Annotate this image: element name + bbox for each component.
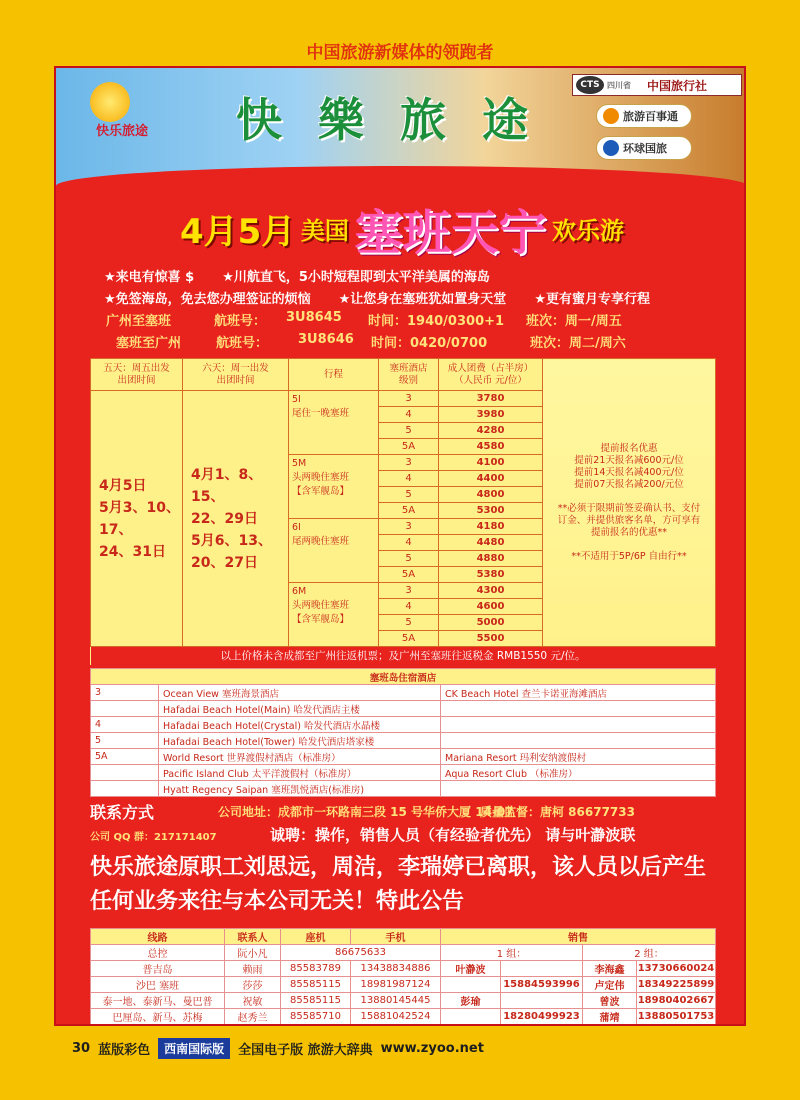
hotel-name-right: Aqua Resort Club （标准房） xyxy=(441,765,716,781)
hotel-row xyxy=(91,781,716,797)
itinerary-cell: 6M 头两晚住塞班 【含军舰岛】 xyxy=(289,583,379,647)
dates-5day: 4月5日 5月3、10、17、 24、31日 xyxy=(91,391,183,647)
promo-cell xyxy=(543,359,716,647)
hotel-level xyxy=(91,701,159,717)
hotel-name-left: Hafadai Beach Hotel(Tower) 哈发代酒店塔家楼 xyxy=(159,733,441,749)
sun-icon xyxy=(90,82,130,122)
sales-group-1: 1 组： xyxy=(441,945,583,961)
hotel-row xyxy=(91,717,716,733)
contact-cell xyxy=(501,961,583,977)
contact-cell: 15881042524 xyxy=(351,1009,441,1025)
contact-cell: 叶瀞波 xyxy=(441,961,501,977)
price-cell: 4800 xyxy=(439,487,543,503)
contact-top-row xyxy=(91,945,716,961)
brand-emblem-icon: CTS xyxy=(576,76,604,94)
price-cell: 4100 xyxy=(439,455,543,471)
hotel-level-cell: 4 xyxy=(379,407,439,423)
price-header-cell: 五天：周五出发 出团时间 xyxy=(91,359,183,391)
contact-cell: 蒲靖 xyxy=(583,1009,637,1025)
price-cell: 4300 xyxy=(439,583,543,599)
price-note-row xyxy=(91,647,716,665)
itinerary-cell: 5I 尾住一晚塞班 xyxy=(289,391,379,455)
footer-label: 蓝版彩色 xyxy=(98,1043,151,1058)
hotel-level xyxy=(91,781,159,797)
hotel-name-right xyxy=(441,733,716,749)
company-address: 公司地址：成都市一环路南三段 15 号华侨大厦 14-07 xyxy=(218,805,514,819)
price-cell: 5500 xyxy=(439,631,543,647)
quality-supervisor: 质量监督：唐柯 86677733 xyxy=(480,805,635,819)
footer-website-link[interactable]: www.zyoo.net xyxy=(380,1041,484,1056)
promo-line: 提前21天报名减600元/位 xyxy=(574,454,684,466)
features-line-1: ★来电有惊喜 $ ★川航直飞，5小时短程即到太平洋美属的海岛 xyxy=(104,270,490,285)
promo-line: **必须于限期前签妥确认书、支付 xyxy=(557,502,701,514)
price-cell: 5300 xyxy=(439,503,543,519)
headline xyxy=(56,194,746,263)
price-table xyxy=(90,358,716,665)
partner-2-icon xyxy=(603,140,619,156)
hotel-name-left: Pacific Island Club 太平洋渡假村（标准房） xyxy=(159,765,441,781)
contact-cell: 赵秀兰 xyxy=(225,1009,281,1025)
contact-cell: 彭瑜 xyxy=(441,993,501,1009)
logo-text: 快乐旅途 xyxy=(96,124,149,139)
company-qq: 公司 QQ 群：217171407 xyxy=(90,832,217,843)
contact-title: 联系方式 xyxy=(90,803,155,822)
contact-cell: 18349225899 xyxy=(637,977,716,993)
itinerary-cell: 6I 尾两晚住塞班 xyxy=(289,519,379,583)
hotel-name-right xyxy=(441,701,716,717)
logo xyxy=(90,82,160,138)
price-cell: 4280 xyxy=(439,423,543,439)
contact-cell: 13438834886 xyxy=(351,961,441,977)
footer-dict: 全国电子版 旅游大辞典 xyxy=(238,1043,373,1058)
contact-cell: 普吉岛 xyxy=(91,961,225,977)
contact-row xyxy=(91,961,716,977)
hotel-level-cell: 5 xyxy=(379,487,439,503)
tagline: 中国旅游新媒体的领跑者 xyxy=(306,43,494,63)
hotel-level-cell: 3 xyxy=(379,583,439,599)
contact-cell: 沙巴 塞班 xyxy=(91,977,225,993)
contact-cell: 李海鑫 xyxy=(583,961,637,977)
price-header-cell: 塞班酒店 级别 xyxy=(379,359,439,391)
hotel-level: 4 xyxy=(91,717,159,733)
partner-pill-2: 环球国旅 xyxy=(596,136,692,160)
price-cell: 4180 xyxy=(439,519,543,535)
hotel-level-cell: 4 xyxy=(379,599,439,615)
headline-date: 4月5月 xyxy=(179,212,296,252)
contact-cell: 曾波 xyxy=(583,993,637,1009)
price-cell: 4600 xyxy=(439,599,543,615)
banner-title: 快樂旅途 xyxy=(236,93,564,147)
hotel-name-left: Hafadai Beach Hotel(Main) 哈发代酒店主楼 xyxy=(159,701,441,717)
contact-table xyxy=(90,928,716,1025)
price-cell: 3780 xyxy=(439,391,543,407)
price-cell: 4480 xyxy=(439,535,543,551)
price-header-cell: 六天：周一出发 出团时间 xyxy=(183,359,289,391)
price-cell: 4580 xyxy=(439,439,543,455)
hotel-title-row xyxy=(91,669,716,685)
hotel-level xyxy=(91,765,159,781)
hiring-notice: 诚聘：操作，销售人员（有经验者优先） 请与叶瀞波联 xyxy=(270,826,636,844)
hotel-name-left: Hyatt Regency Saipan 塞班凯悦酒店(标准房) xyxy=(159,781,441,797)
hotel-level-cell: 5A xyxy=(379,567,439,583)
itinerary-cell: 5M 头两晚住塞班 【含军舰岛】 xyxy=(289,455,379,519)
price-header-cell: 行程 xyxy=(289,359,379,391)
hotel-row xyxy=(91,749,716,765)
dates-6day: 4月1、8、15、 22、29日 5月6、13、 20、27日 xyxy=(183,391,289,647)
contact-header-row xyxy=(91,929,716,945)
contact-row xyxy=(91,1009,716,1025)
brand-badge xyxy=(572,74,742,96)
headline-post: 欢乐游 xyxy=(552,217,625,245)
features-line-2: ★免签海岛，免去您办理签证的烦恼 ★让您身在塞班犹如置身天堂 ★更有蜜月专享行程 xyxy=(104,292,650,307)
hotel-level-cell: 3 xyxy=(379,455,439,471)
contact-cell: 85585115 xyxy=(281,993,351,1009)
contact-cell: 15884593996 xyxy=(501,977,583,993)
hotel-name-left: World Resort 世界渡假村酒店（标准房） xyxy=(159,749,441,765)
banner xyxy=(56,68,746,188)
contact-cell: 85585115 xyxy=(281,977,351,993)
hotel-level: 5 xyxy=(91,733,159,749)
partner-pill-1: 旅游百事通 xyxy=(596,104,692,128)
ad-card: 快乐旅途 快樂旅途 CTS 四川省 中国旅行社 旅游百事通 环球国旅 4月5月 美国 塞班天宁 欢乐游 ★来电有惊喜 $ ★川航直飞，5小时短程即到太平洋美属的海岛 ★免签海岛，免去您办理签证的烦恼 ★让您身在塞班犹如置身天堂 ★更有蜜月专享行程 广州至塞班 航班号： 3U8645 时间：1940/0300+1 班次：周一/周五 塞班至广州 航班号： 3U8646 时间：0420/0700 班次：周二/周六 五天：周五出发 出团时间 六天：周一出发 出团时间 行程 塞班酒店 级别 成人团费（占半房） （人民币 元/位） 提前报名优惠 提前21天报名减600元/位 提前14天报名减400元/位 提前07天报名减200/元位 **必须于限期前签妥确认书、支付 订金、并提供旅客名单，方可享有 提前报名的优惠** **不适用于5P/6P 自由行** 4月5日 5月3、10、17、 24、31日 4月1、8、15、 22、29日 5月6、13、 20、27日 5I 尾住一晚塞班 3 3780 4 3980 5 4280 5A 4580 5M 头两晚住塞班 【含军舰岛】 3 4100 4 4400 5 4800 5A 5300 6I 尾两晚住塞班 3 4180 4 4480 5 4880 5A 5380 6M 头两晚住塞班 【含军舰岛】 3 4300 4 4600 5 5000 5A 5500 以上价格未含成都至广州往返机票；及广州至塞班往返税金 RMB1550 元/位。 塞班岛住宿酒店 3 Ocean View 塞班海景酒店 CK Beach Hotel 查兰卡诺亚海滩酒店 Hafadai Beach Hotel(Main) 哈发代酒店主楼 4 Hafadai Beach Hotel(Crystal) 哈发代酒店水晶楼 5 Hafadai Beach Hotel(Tower) 哈发代酒店塔家楼 5A World Resort 世界渡假村酒店（标准房） Mariana Resort 玛利安纳渡假村 Pacific Island Club 太平洋渡假村（标准房） Aqua Resort Club （标准房） Hyatt Regency Saipan 塞班凯悦酒店(标准房) 联系方式 公司地址：成都市一环路南三段 15 号华侨大厦 14-07 质量监督：唐柯 86677733 公司 QQ 群：217171407 诚聘：操作，销售人员（有经验者优先） 请与叶瀞波联 快乐旅途原职工刘思远，周洁，李瑞婷已离职，该人员以后产生任何业务来往与本公司无关！特此公告 线路 联系人 座机 手机 销售 总控 阮小凡 86675633 1 组： 2 组： 普吉岛 赖雨 85583789 13438834886 叶瀞波 李海鑫 13730660024 沙巴 塞班 莎莎 85585115 18981987124 15884593996 卢定伟 18349225899 泰一地、泰新马、曼巴普 祝敏 85585115 13880145445 彭瑜 曾波 18980402667 巴厘岛、新马、苏梅 赵秀兰 85585710 15881042524 18280499923 蒲靖 13880501753 xyxy=(54,66,746,1026)
hotel-level-cell: 3 xyxy=(379,519,439,535)
hotel-level-cell: 5 xyxy=(379,615,439,631)
contact-cell xyxy=(501,993,583,1009)
promo-line: 提前07天报名减200/元位 xyxy=(574,478,684,490)
hotel-table xyxy=(90,668,716,797)
hotel-row xyxy=(91,685,716,701)
hotel-level-cell: 4 xyxy=(379,535,439,551)
page-number: 30 xyxy=(72,1041,91,1056)
contact-header-cell: 线路 xyxy=(91,929,225,945)
partner-1-icon xyxy=(603,108,619,124)
brand-province: 四川省 xyxy=(607,80,631,90)
hotel-level: 3 xyxy=(91,685,159,701)
hotel-name-right: CK Beach Hotel 查兰卡诺亚海滩酒店 xyxy=(441,685,716,701)
contact-header-cell: 座机 xyxy=(281,929,351,945)
hotel-name-right xyxy=(441,781,716,797)
promo-line: 提前报名优惠 xyxy=(600,442,658,454)
contact-cell: 85585710 xyxy=(281,1009,351,1025)
hotel-level-cell: 5 xyxy=(379,423,439,439)
hotel-row xyxy=(91,701,716,717)
hotel-name-left: Ocean View 塞班海景酒店 xyxy=(159,685,441,701)
contact-header-cell: 销售 xyxy=(441,929,716,945)
hotel-level: 5A xyxy=(91,749,159,765)
contact-person: 阮小凡 xyxy=(225,945,281,961)
contact-route: 总控 xyxy=(91,945,225,961)
contact-header-cell: 联系人 xyxy=(225,929,281,945)
hotel-table-title: 塞班岛住宿酒店 xyxy=(91,669,716,685)
price-cell: 4400 xyxy=(439,471,543,487)
contact-cell: 祝敏 xyxy=(225,993,281,1009)
contact-row xyxy=(91,993,716,1009)
hotel-name-right: Mariana Resort 玛利安纳渡假村 xyxy=(441,749,716,765)
price-cell: 5380 xyxy=(439,567,543,583)
hotel-level-cell: 5A xyxy=(379,503,439,519)
promo-line: 提前14天报名减400元/位 xyxy=(574,466,684,478)
hotel-name-left: Hafadai Beach Hotel(Crystal) 哈发代酒店水晶楼 xyxy=(159,717,441,733)
hotel-level-cell: 5 xyxy=(379,551,439,567)
price-cell: 5000 xyxy=(439,615,543,631)
contact-cell: 13880145445 xyxy=(351,993,441,1009)
edition-tag: 西南国际版 xyxy=(158,1038,230,1059)
price-header-row xyxy=(91,359,716,391)
sales-group-2: 2 组： xyxy=(583,945,716,961)
contact-cell: 85583789 xyxy=(281,961,351,977)
headline-destination: 塞班天宁 xyxy=(354,205,547,261)
brand-name: 中国旅行社 xyxy=(647,78,708,93)
contact-cell: 13730660024 xyxy=(637,961,716,977)
contact-cell: 18980402667 xyxy=(637,993,716,1009)
price-header-cell: 成人团费（占半房） （人民币 元/位） xyxy=(439,359,543,391)
contact-cell: 巴厘岛、新马、苏梅 xyxy=(91,1009,225,1025)
contact-phone: 86675633 xyxy=(281,945,441,961)
headline-pre: 美国 xyxy=(300,217,349,245)
promo-line: 提前报名的优惠** xyxy=(590,526,667,538)
contact-cell: 卢定伟 xyxy=(583,977,637,993)
contact-cell: 赖雨 xyxy=(225,961,281,977)
contact-row xyxy=(91,977,716,993)
contact-header-cell: 手机 xyxy=(351,929,441,945)
price-note: 以上价格未含成都至广州往返机票；及广州至塞班往返税金 RMB1550 元/位。 xyxy=(91,647,716,665)
hotel-level-cell: 3 xyxy=(379,391,439,407)
hotel-row xyxy=(91,765,716,781)
contact-cell: 18280499923 xyxy=(501,1009,583,1025)
promo-line: **不适用于5P/6P 自由行** xyxy=(571,550,687,562)
price-cell: 4880 xyxy=(439,551,543,567)
page-footer xyxy=(72,1038,484,1059)
contact-cell xyxy=(441,977,501,993)
hotel-level-cell: 4 xyxy=(379,471,439,487)
contact-cell xyxy=(441,1009,501,1025)
staff-notice: 快乐旅途原职工刘思远，周洁，李瑞婷已离职，该人员以后产生任何业务来往与本公司无关！特此公告 xyxy=(90,855,707,914)
promo-line: 订金、并提供旅客名单，方可享有 xyxy=(557,514,701,526)
hotel-row xyxy=(91,733,716,749)
hotel-name-right xyxy=(441,717,716,733)
contact-cell: 13880501753 xyxy=(637,1009,716,1025)
contact-cell: 莎莎 xyxy=(225,977,281,993)
hotel-level-cell: 5A xyxy=(379,439,439,455)
contact-cell: 泰一地、泰新马、曼巴普 xyxy=(91,993,225,1009)
hotel-level-cell: 5A xyxy=(379,631,439,647)
price-cell: 3980 xyxy=(439,407,543,423)
contact-cell: 18981987124 xyxy=(351,977,441,993)
